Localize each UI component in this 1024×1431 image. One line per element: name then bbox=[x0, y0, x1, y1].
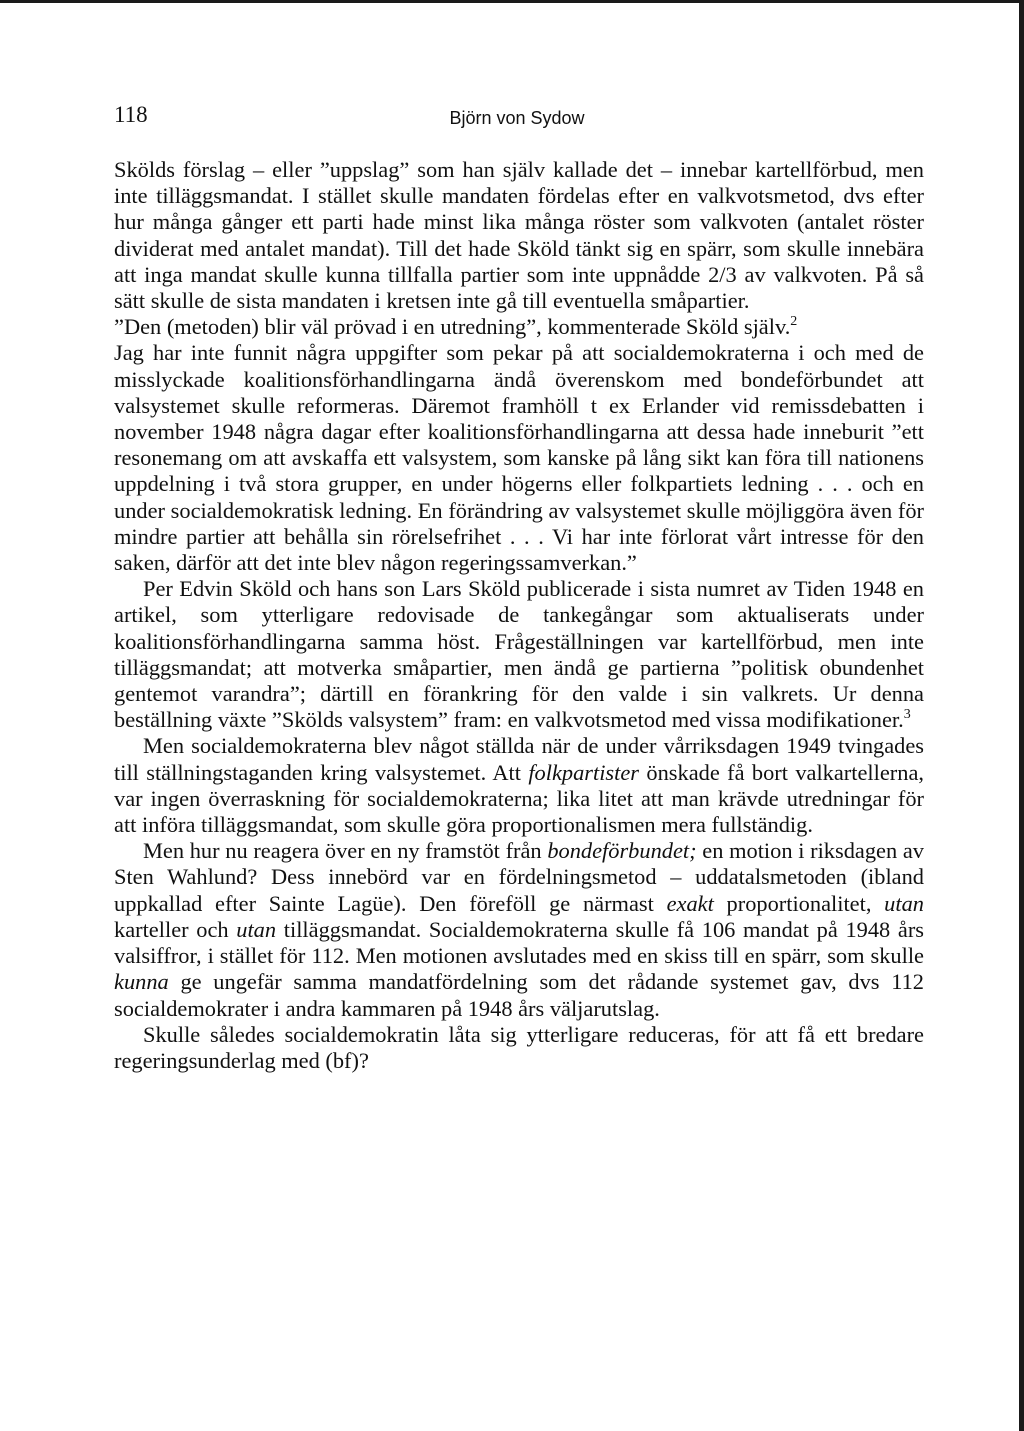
body-text bbox=[114, 157, 924, 1074]
paragraph-text: Skölds förslag – eller ”uppslag” som han själv kallade det – innebar kartellförbud, men inte tilläggsmandat. I stället skulle mandaten fördelas efter en valkvotsmetod, dvs efter hur många gånger ett parti hade minst lika många röster som valkvoten (antalet röster dividerat med antalet mandat). Till det hade Sköld tänkt sig en spärr, som skulle innebära att inga mandat skulle kunna tillfalla partier som inte uppnådde 2/3 av valkvoten. På så sätt skulle de sista mandaten i kretsen inte gå till eventuella småpartier. bbox=[114, 157, 924, 314]
emphasis-text: exakt bbox=[666, 890, 714, 916]
emphasis-text: folkpartister bbox=[528, 759, 640, 785]
paragraph bbox=[114, 733, 924, 838]
paragraph bbox=[114, 838, 924, 1021]
emphasis-text: kunna bbox=[114, 969, 169, 995]
paragraph bbox=[114, 340, 924, 576]
paragraph-text: Per Edvin Sköld och hans son Lars Sköld publicerade i sista numret av Tiden 1948 en artikel, som ytterligare redovisade de tankegångar som aktualiserats under koalitionsförhandlingarna samma höst. Frågeställningen var kartellförbud, men inte tilläggsmandat; att motverka småpartier, men ändå ge partierna ”politisk obundenhet gentemot varandra”; därtill en förankring för den valde i sin valkrets. Ur denna beställning växte ”Skölds valsystem” fram: en valkvotsmetod med vissa modifikationer. bbox=[114, 576, 924, 733]
page-header bbox=[114, 100, 920, 140]
paragraph-text: tilläggsmandat. Socialdemokraterna skulle få 106 mandat på 1948 års valsiffror, i stället för 112. Men motionen avslutades med en skiss till en spärr, som skulle bbox=[114, 916, 925, 969]
paragraph-text: Men hur nu reagera över en ny framstöt från bbox=[143, 838, 548, 864]
paragraph-text: Skulle således socialdemokratin låta sig ytterligare reduceras, för att få ett bredare regeringsunderlag med (bf)? bbox=[114, 1021, 924, 1073]
emphasis-text: utan bbox=[236, 916, 277, 942]
paragraph bbox=[114, 1022, 924, 1074]
paragraph-text: proportionalitet, bbox=[713, 890, 885, 916]
paragraph-text: ”Den (metoden) blir väl prövad i en utredning”, kommenterade Sköld själv. bbox=[114, 314, 791, 340]
running-head: Björn von Sydow bbox=[449, 108, 585, 128]
footnote-ref: 2 bbox=[790, 314, 798, 330]
paragraph-text: en motion i riksdagen av Sten Wahlund? Dess innebörd var en fördelningsmetod – uddatalsmetoden (ibland uppkallad efter Sainte Lagüe). Den föreföll ge närmast bbox=[114, 838, 925, 916]
footnote-ref: 3 bbox=[903, 707, 911, 723]
page-number: 118 bbox=[114, 102, 148, 127]
paragraph bbox=[114, 157, 924, 314]
emphasis-text: bondeförbundet; bbox=[547, 838, 697, 864]
paragraph-text: ge ungefär samma mandatfördelning som det rådande systemet gav, dvs 112 socialdemokrater i andra kammaren på 1948 års väljarutslag. bbox=[114, 969, 924, 1021]
page-right-border bbox=[1019, 0, 1024, 1431]
paragraph-text: Jag har inte funnit några uppgifter som pekar på att socialdemokraterna i och med de misslyckade koalitionsförhandlingarna ändå överenskom med bondeförbundet att valsystemet skulle reformeras. Däremot framhöll t ex Erlander vid remissdebatten i november 1948 några dagar efter koalitionsförhandlingarna att dessa hade inneburit ”ett resonemang om att avskaffa ett valsystem, som kanske på lång sikt kan föra till nationens uppdelning i två stora grupper, en under högerns eller folkpartiets ledning . . . och en under socialdemokratisk ledning. En förändring av valsystemet skulle möjliggöra även för mindre partier att behålla sin rörelsefrihet . . . Vi har inte förlorat vårt intresse för den saken, därför att det inte blev någon regeringssamverkan.” bbox=[114, 340, 924, 576]
paragraph-text: karteller och bbox=[114, 916, 237, 942]
paragraph-text: önskade få bort valkartellerna, var ingen överraskning för socialdemokraterna; lika litet att man krävde utredningar för att införa tilläggsmandat, som skulle göra proportionalismen mera fullständig. bbox=[114, 759, 924, 838]
page-top-border bbox=[0, 0, 1024, 3]
paragraph bbox=[114, 576, 924, 733]
emphasis-text: utan bbox=[884, 890, 924, 916]
paragraph-text: Men socialdemokraterna blev något ställda när de under vårriksdagen 1949 tvingades till ställningstaganden kring valsystemet. Att bbox=[114, 733, 924, 785]
paragraph bbox=[114, 314, 924, 340]
